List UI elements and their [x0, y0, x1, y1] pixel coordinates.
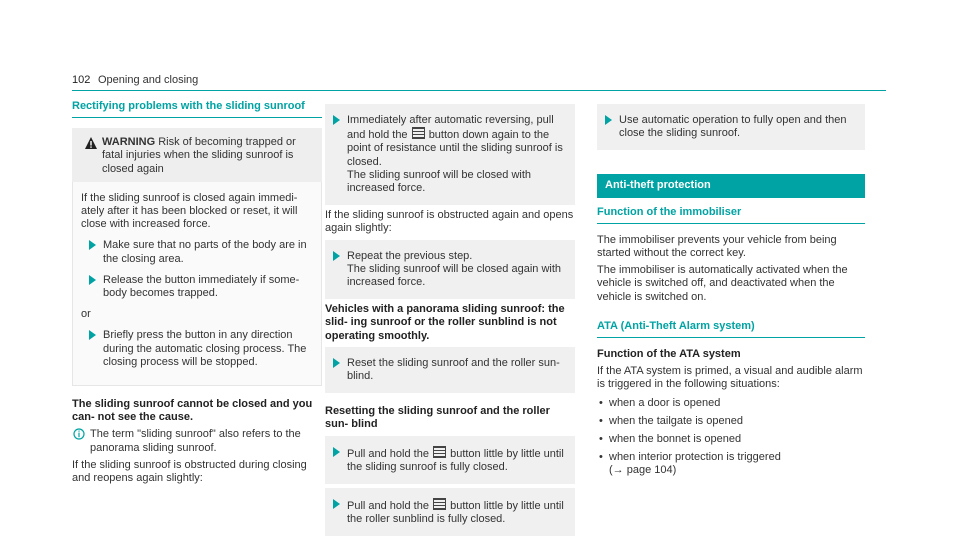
warning-step-2: [81, 274, 313, 300]
warning-body-text: If the sliding sunroof is closed again immedi- ately after it has been blocked or reset, it will close with increased force.: [81, 191, 298, 231]
step-text: Immediately after automatic reversing, pull and hold the: [347, 114, 554, 142]
step-5: [325, 498, 569, 526]
step-text: Pull and hold the: [347, 500, 429, 513]
paragraph: If the ATA system is primed, a visual and audible alarm is triggered in the following situations:: [597, 365, 863, 391]
step-text: Make sure that no parts of the body are in the closing area.: [103, 239, 307, 265]
subheading-resetting: Resetting the sliding sunroof and the roller sun- blind: [325, 405, 550, 431]
step-block-1: [325, 104, 575, 205]
step-block-5: [325, 488, 575, 536]
subheading-cannot-close: The sliding sunroof cannot be closed and you can- not see the cause.: [72, 398, 313, 424]
step-text: Reset the sliding sunroof and the roller sun- blind.: [347, 356, 560, 383]
step-text-cont: button down again to the point of resistance until the sliding sunroof is closed.: [347, 129, 563, 168]
step-block-auto: [597, 104, 865, 150]
list-item: • when the bonnet is opened: [597, 433, 865, 446]
section-heading-rectifying: Rectifying problems with the sliding sunroof: [72, 100, 322, 118]
step-4: [325, 446, 569, 474]
step-arrow-icon: [89, 275, 96, 285]
column-right: [597, 100, 865, 483]
step-auto: [597, 114, 859, 140]
step-text: Release the button immediately if some- body becomes trapped.: [103, 273, 300, 300]
subheading-panorama: Vehicles with a panorama sliding sunroof: the slid- ing sunroof or the roller sunblind is not operating smoothly.: [325, 303, 565, 342]
paragraph: The immobiliser is automatically activated when the vehicle is switched off, and deactivated when the vehicle is switched on.: [597, 264, 848, 303]
sunroof-button-icon: [412, 127, 425, 139]
warning-body: [72, 182, 322, 386]
section-heading-immobiliser: Function of the immobiliser: [597, 206, 865, 224]
page-reference-link[interactable]: (→ page 104): [609, 464, 677, 477]
paragraph: If the sliding sunroof is obstructed during closing and reopens again slightly:: [72, 458, 307, 485]
paragraph: The immobiliser prevents your vehicle from being started without the correct key.: [597, 233, 837, 260]
sunroof-button-icon: [433, 446, 446, 458]
list-item: • when a door is opened: [597, 397, 865, 410]
column-left: [72, 100, 322, 489]
page-number: 102: [72, 74, 91, 86]
step-arrow-icon: [333, 251, 340, 261]
step-text-cont: button little by little until the sliding sunroof is fully closed.: [347, 447, 564, 473]
step-result: The sliding sunroof will be closed again with increased force.: [347, 262, 562, 289]
column-middle: [325, 100, 575, 540]
list-item-text: when interior protection is triggered: [609, 451, 781, 464]
step-1: [325, 114, 569, 195]
warning-label: WARNING: [102, 136, 156, 149]
warning-triangle-icon: [84, 136, 98, 150]
section-heading-ata: ATA (Anti-Theft Alarm system): [597, 320, 865, 338]
warning-step-3: [81, 329, 313, 369]
step-text: Briefly press the button in any direction during the automatic closing process. The closing process will be stopped.: [103, 329, 307, 368]
step-text-cont: button little by little until the roller sunblind is fully closed.: [347, 500, 564, 526]
note-text: The term "sliding sunroof" also refers to the panorama sliding sunroof.: [90, 428, 301, 454]
step-3: [325, 357, 569, 383]
info-icon: [73, 428, 85, 440]
step-block-3: [325, 347, 575, 393]
sunroof-button-icon: [433, 498, 446, 510]
subheading-ata-function: Function of the ATA system: [597, 348, 741, 361]
chapter-heading-anti-theft: Anti-theft protection: [597, 174, 865, 197]
step-text: Pull and hold the: [347, 447, 429, 460]
header-rule: [72, 90, 886, 91]
step-block-4: [325, 436, 575, 484]
step-arrow-icon: [89, 330, 96, 340]
list-item: • when the tailgate is opened: [597, 415, 865, 428]
step-text: Use automatic operation to fully open and then close the sliding sunroof.: [619, 114, 847, 140]
warning-text: Risk of becoming trapped or fatal injuries when the sliding sunroof is closed again: [102, 136, 296, 175]
page-header: [72, 74, 888, 88]
step-text: Repeat the previous step.: [347, 249, 473, 262]
step-arrow-icon: [333, 115, 340, 125]
page-title: Opening and closing: [98, 74, 199, 86]
step-arrow-icon: [333, 358, 340, 368]
step-result: The sliding sunroof will be closed with increased force.: [347, 168, 532, 195]
step-arrow-icon: [333, 499, 340, 509]
step-arrow-icon: [89, 240, 96, 250]
step-block-2: [325, 240, 575, 300]
or-label: or: [81, 308, 91, 321]
step-2: [325, 250, 569, 290]
list-item: [597, 451, 865, 477]
note: [72, 428, 322, 454]
warning-step-1: [81, 239, 313, 265]
paragraph: If the sliding sunroof is obstructed again and opens again slightly:: [325, 209, 574, 235]
step-arrow-icon: [333, 447, 340, 457]
step-arrow-icon: [605, 115, 612, 125]
warning-box: [72, 128, 322, 182]
